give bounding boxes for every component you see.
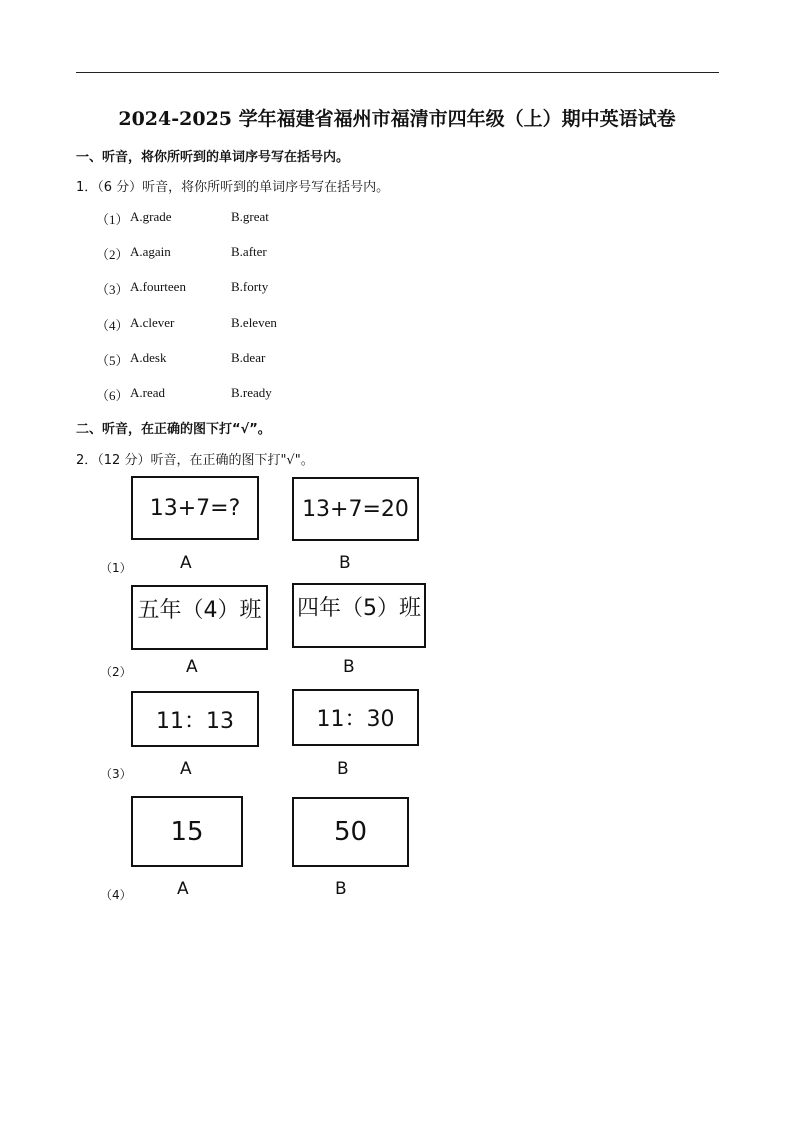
page-title: 2024-2025 学年福建省福州市福清市四年级（上）期中英语试卷 xyxy=(118,108,676,130)
option-number: （4） xyxy=(96,318,129,333)
item-number: （3） xyxy=(100,767,132,781)
picture-text: 15 xyxy=(170,816,204,847)
section-2-heading: 二、听音，在正确的图下打“√”。 xyxy=(76,422,271,437)
picture-box-a xyxy=(131,691,259,747)
picture-box-b xyxy=(292,689,419,746)
option-a: A.fourteen xyxy=(130,279,186,294)
label-b: B xyxy=(335,879,347,899)
question-1-text: 1．（6 分）听音，将你所听到的单词序号写在括号内。 xyxy=(76,180,390,195)
label-a: A xyxy=(180,553,192,573)
option-number: （5） xyxy=(96,353,129,368)
option-number: （1） xyxy=(96,212,129,227)
question-2-text: 2．（12 分）听音，在正确的图下打"√"。 xyxy=(76,453,314,468)
option-b: B.dear xyxy=(231,350,266,365)
option-b: B.great xyxy=(231,209,269,224)
option-b: B.eleven xyxy=(231,315,277,330)
option-a: A.again xyxy=(130,244,171,259)
picture-text: 11：13 xyxy=(156,708,234,734)
label-b: B xyxy=(343,657,355,677)
item-number: （1） xyxy=(100,561,132,575)
label-b: B xyxy=(337,759,349,779)
label-b: B xyxy=(339,553,351,573)
option-a: A.grade xyxy=(130,209,172,224)
picture-box-b xyxy=(292,797,409,867)
picture-box-a xyxy=(131,796,243,867)
label-a: A xyxy=(180,759,192,779)
picture-text: 五年（4）班 xyxy=(137,598,262,623)
option-number: （6） xyxy=(96,388,129,403)
picture-text: 13+7=20 xyxy=(302,496,409,522)
picture-text: 四年（5）班 xyxy=(297,596,421,621)
picture-text: 11：30 xyxy=(316,707,395,732)
item-number: （4） xyxy=(100,888,132,902)
option-b: B.ready xyxy=(231,385,272,400)
label-a: A xyxy=(177,879,189,899)
option-b: B.after xyxy=(231,244,267,259)
picture-box-b xyxy=(292,583,426,648)
picture-box-a xyxy=(131,585,268,650)
picture-box-a xyxy=(131,476,259,540)
picture-box-b xyxy=(292,477,419,541)
item-number: （2） xyxy=(100,665,132,679)
option-number: （2） xyxy=(96,247,129,262)
section-1-heading: 一、听音，将你所听到的单词序号写在括号内。 xyxy=(76,150,350,165)
label-a: A xyxy=(186,657,198,677)
option-b: B.forty xyxy=(231,279,269,294)
option-a: A.clever xyxy=(130,315,175,330)
header-rule xyxy=(76,72,719,73)
picture-text: 13+7=? xyxy=(149,495,241,521)
option-a: A.desk xyxy=(130,350,167,365)
picture-text: 50 xyxy=(333,817,368,847)
option-a: A.read xyxy=(130,385,166,400)
option-number: （3） xyxy=(96,282,129,297)
